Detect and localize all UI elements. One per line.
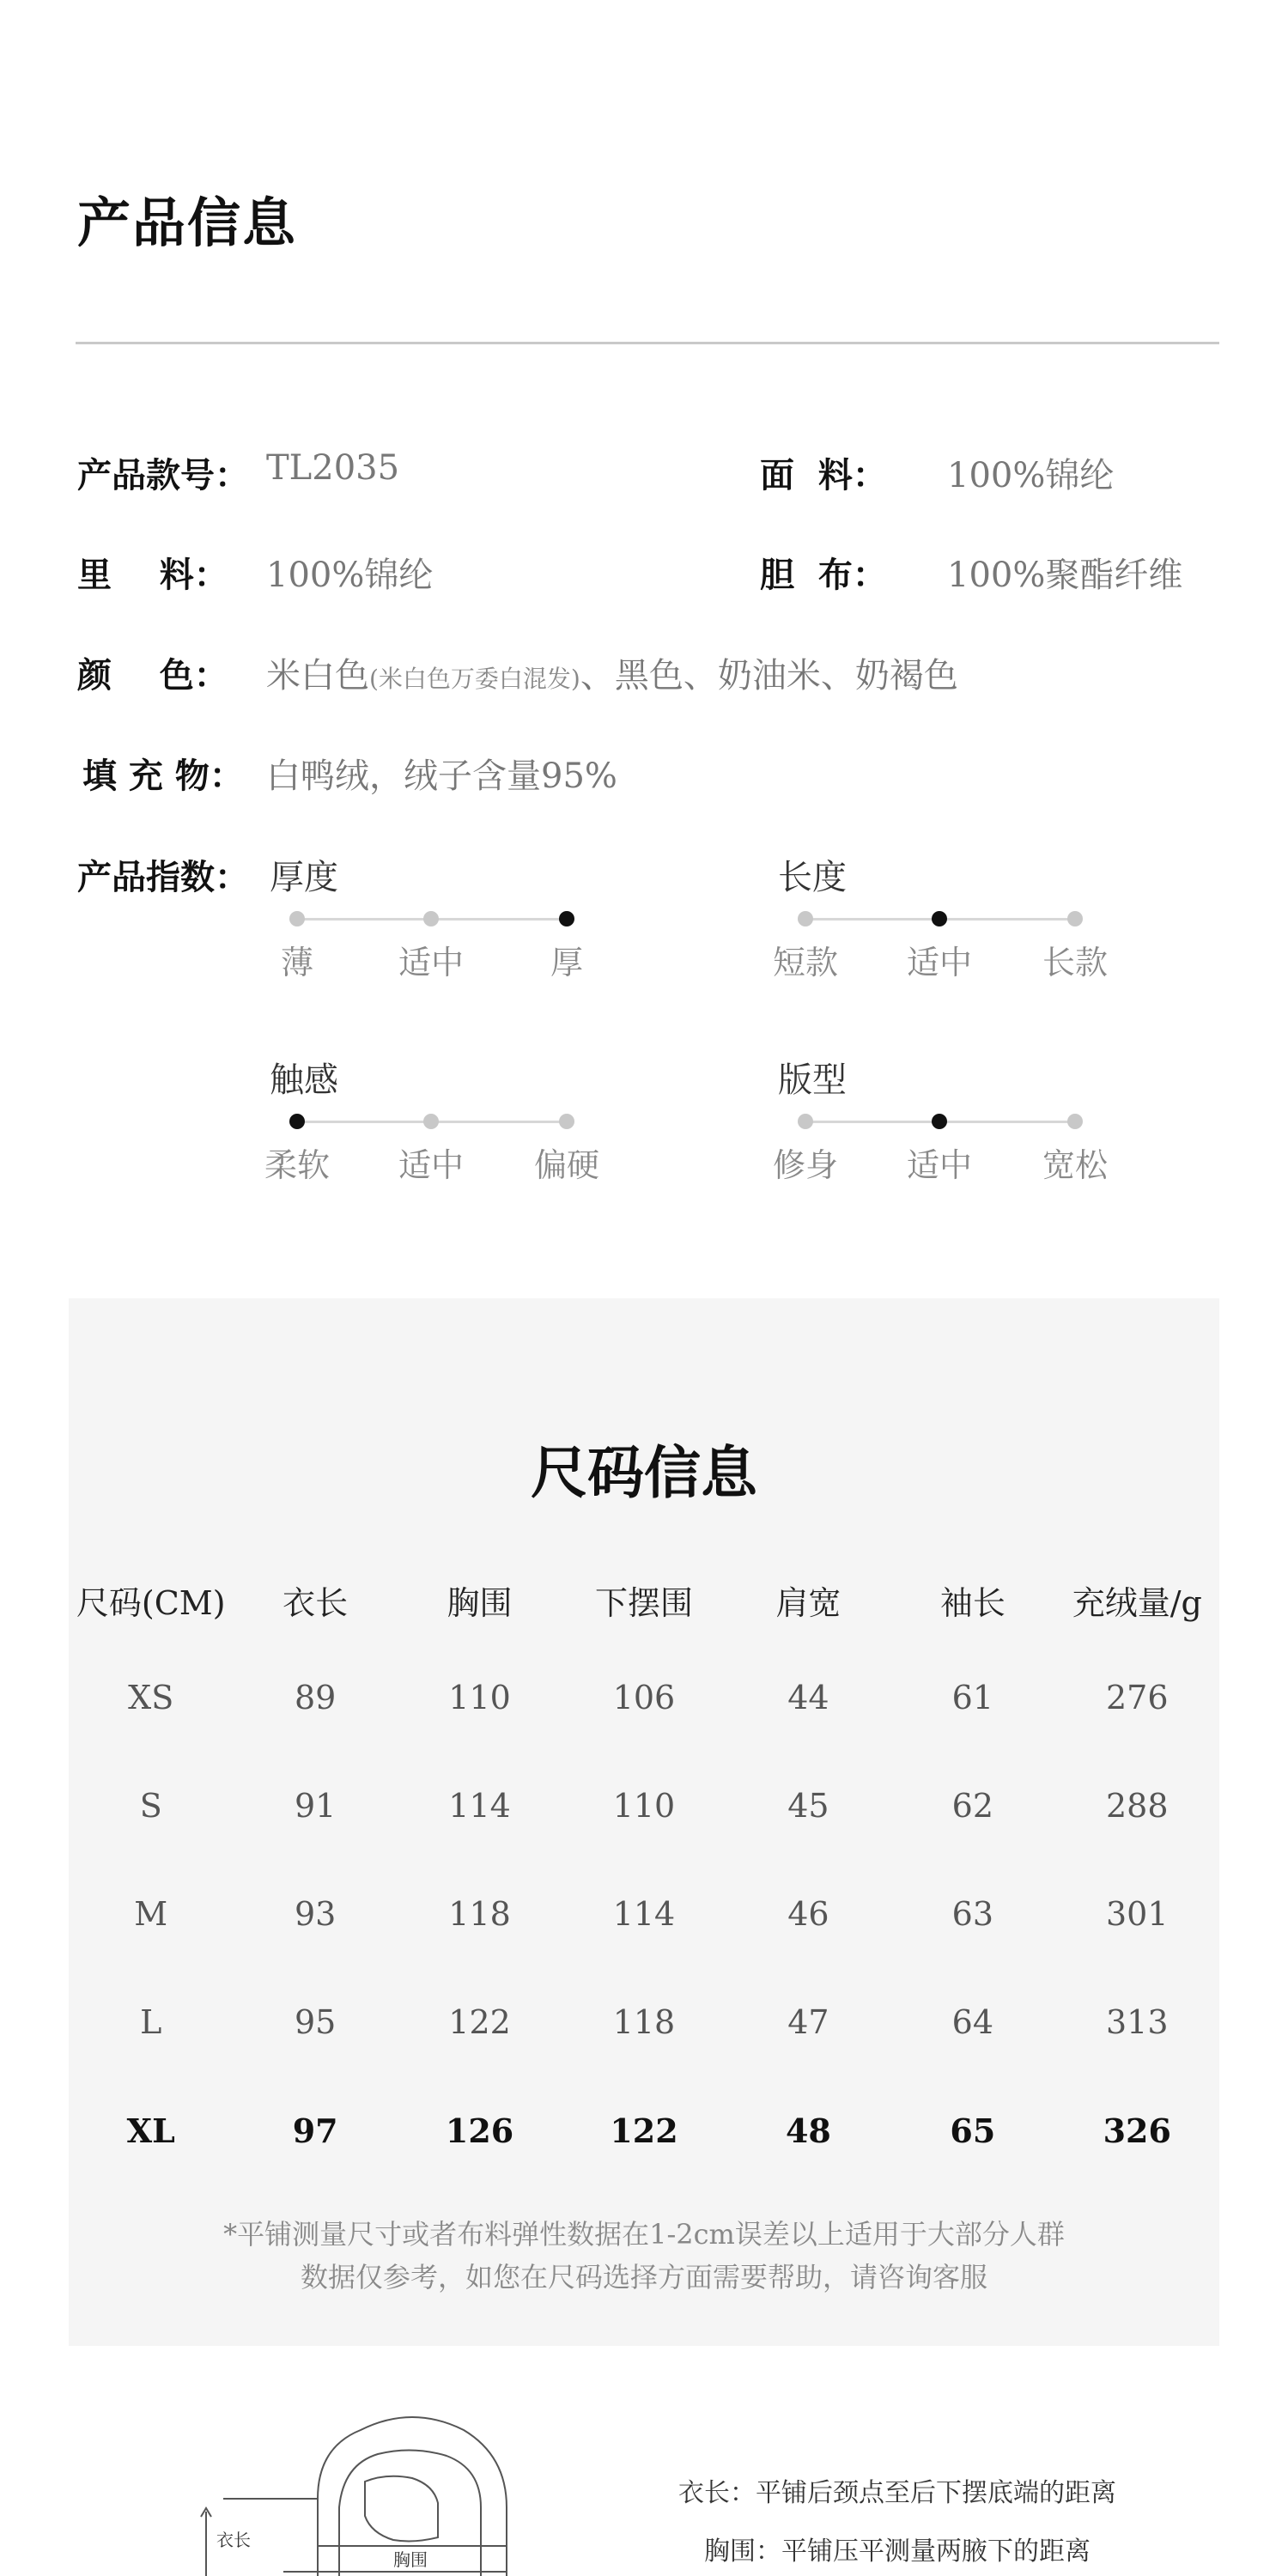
cell-length: 89 — [294, 1679, 337, 1716]
index-title: 厚度 — [270, 858, 338, 897]
index-option-label: 适中 — [906, 1146, 972, 1184]
cell-fill: 326 — [1103, 2111, 1171, 2150]
cell-chest: 126 — [445, 2111, 514, 2150]
size-table — [69, 1556, 1219, 2184]
lining-value: 100%锦纶 — [266, 556, 434, 595]
cell-size: S — [139, 1787, 162, 1825]
cell-chest: 118 — [448, 1895, 511, 1933]
index-title: 触感 — [270, 1060, 338, 1100]
header-hem: 下摆围 — [594, 1583, 693, 1622]
index-dot-selected — [289, 1114, 305, 1129]
cell-size: L — [140, 2003, 162, 2041]
cell-fill: 276 — [1106, 1679, 1169, 1716]
color-value-note: (米白色万委白混发) — [369, 665, 580, 693]
index-option-label: 偏硬 — [533, 1146, 599, 1184]
index-fit — [772, 1053, 1135, 1190]
table-row — [69, 1968, 1219, 2076]
table-row — [69, 1752, 1219, 1860]
header-fill: 充绒量/g — [1072, 1583, 1202, 1622]
index-dot — [423, 911, 439, 927]
cell-shoulder: 45 — [787, 1787, 829, 1825]
index-dot-selected — [932, 1114, 947, 1129]
diagram-label-chest: 胸围 — [393, 2551, 428, 2570]
index-dot — [1067, 1114, 1083, 1129]
cell-sleeve: 61 — [951, 1679, 993, 1716]
chest-definition: 胸围：平铺压平测量两腋下的距离 — [704, 2537, 1091, 2567]
size-note-line2: 数据仅参考，如您在尺码选择方面需要帮助，请咨询客服 — [300, 2261, 987, 2293]
cell-hem: 106 — [612, 1679, 676, 1716]
index-option-label: 厚 — [550, 944, 583, 981]
header-length: 衣长 — [283, 1583, 349, 1622]
cell-sleeve: 62 — [951, 1787, 993, 1825]
header-chest: 胸围 — [447, 1583, 513, 1622]
cell-length: 97 — [292, 2111, 338, 2150]
index-option-label: 适中 — [398, 1146, 464, 1184]
color-value — [266, 648, 958, 697]
cell-sleeve: 64 — [951, 2003, 993, 2041]
cell-shoulder: 48 — [785, 2111, 831, 2150]
cell-shoulder: 47 — [787, 2003, 829, 2041]
cell-fill: 301 — [1106, 1895, 1169, 1933]
index-option-label: 适中 — [906, 944, 972, 981]
cell-length: 95 — [294, 2003, 337, 2041]
diagram-label-length: 衣长 — [216, 2531, 251, 2550]
index-dot — [1067, 911, 1083, 927]
fabric-label: 面 料： — [760, 455, 887, 495]
index-option-label: 适中 — [398, 944, 464, 981]
color-value-main: 米白色 — [266, 656, 369, 696]
header-shoulder: 肩宽 — [775, 1583, 841, 1622]
cell-length: 91 — [294, 1787, 337, 1825]
cell-hem: 110 — [612, 1787, 676, 1825]
cell-shoulder: 46 — [787, 1895, 829, 1933]
index-feel — [266, 1053, 627, 1190]
size-info-panel — [69, 1298, 1219, 2346]
index-option-label: 柔软 — [264, 1146, 330, 1184]
cell-chest: 110 — [448, 1679, 511, 1716]
cell-fill: 288 — [1106, 1787, 1169, 1825]
index-label: 产品指数： — [77, 857, 249, 897]
index-dot — [423, 1114, 439, 1129]
index-dot — [289, 911, 305, 927]
cell-size: M — [134, 1895, 168, 1933]
index-title: 长度 — [778, 858, 847, 897]
index-dot — [798, 911, 813, 927]
cell-size: XL — [126, 2111, 175, 2150]
style-no-value: TL2035 — [266, 448, 400, 488]
index-dot — [559, 1114, 574, 1129]
color-value-rest: 、黑色、奶油米、奶褐色 — [580, 656, 958, 696]
fabric-value: 100%锦纶 — [947, 456, 1115, 495]
index-thickness — [266, 850, 627, 987]
index-option-label: 长款 — [1042, 944, 1108, 981]
index-option-label: 修身 — [772, 1146, 838, 1184]
inner-value: 100%聚酯纤维 — [947, 556, 1183, 595]
table-row — [69, 2076, 1219, 2184]
index-option-label: 短款 — [772, 944, 838, 981]
cell-sleeve: 63 — [951, 1895, 993, 1933]
cell-hem: 118 — [612, 2003, 676, 2041]
cell-size: XS — [128, 1679, 174, 1716]
inner-label: 胆 布： — [760, 555, 887, 595]
jacket-diagram — [189, 2396, 558, 2576]
index-dot-selected — [932, 911, 947, 927]
style-no-label: 产品款号： — [77, 455, 249, 495]
cell-sleeve: 65 — [950, 2111, 996, 2150]
filling-value: 白鸭绒，绒子含量95% — [266, 756, 617, 796]
color-label: 颜 色： — [77, 655, 228, 696]
index-length — [772, 850, 1135, 987]
index-option-label: 薄 — [280, 944, 313, 981]
cell-hem: 122 — [610, 2111, 678, 2150]
size-table-header — [69, 1556, 1219, 1643]
cell-length: 93 — [294, 1895, 337, 1933]
cell-fill: 313 — [1106, 2003, 1169, 2041]
index-title: 版型 — [778, 1060, 847, 1100]
cell-chest: 122 — [448, 2003, 511, 2041]
table-row — [69, 1643, 1219, 1752]
length-definition: 衣长：平铺后颈点至后下摆底端的距离 — [678, 2478, 1116, 2508]
filling-label: 填 充 物： — [82, 756, 244, 796]
size-info-title: 尺码信息 — [531, 1439, 757, 1506]
cell-hem: 114 — [612, 1895, 676, 1933]
product-info-title: 产品信息 — [77, 191, 298, 254]
cell-shoulder: 44 — [787, 1679, 829, 1716]
lining-label: 里 料： — [77, 555, 228, 595]
section-divider — [76, 342, 1219, 344]
header-size: 尺码(CM) — [76, 1583, 226, 1622]
table-row — [69, 1860, 1219, 1968]
size-note-line1: *平铺测量尺寸或者布料弹性数据在1-2cm误差以上适用于大部分人群 — [223, 2218, 1065, 2251]
index-dot-selected — [559, 911, 574, 927]
cell-chest: 114 — [448, 1787, 511, 1825]
index-option-label: 宽松 — [1042, 1146, 1108, 1184]
index-dot — [798, 1114, 813, 1129]
header-sleeve: 袖长 — [939, 1583, 1005, 1622]
